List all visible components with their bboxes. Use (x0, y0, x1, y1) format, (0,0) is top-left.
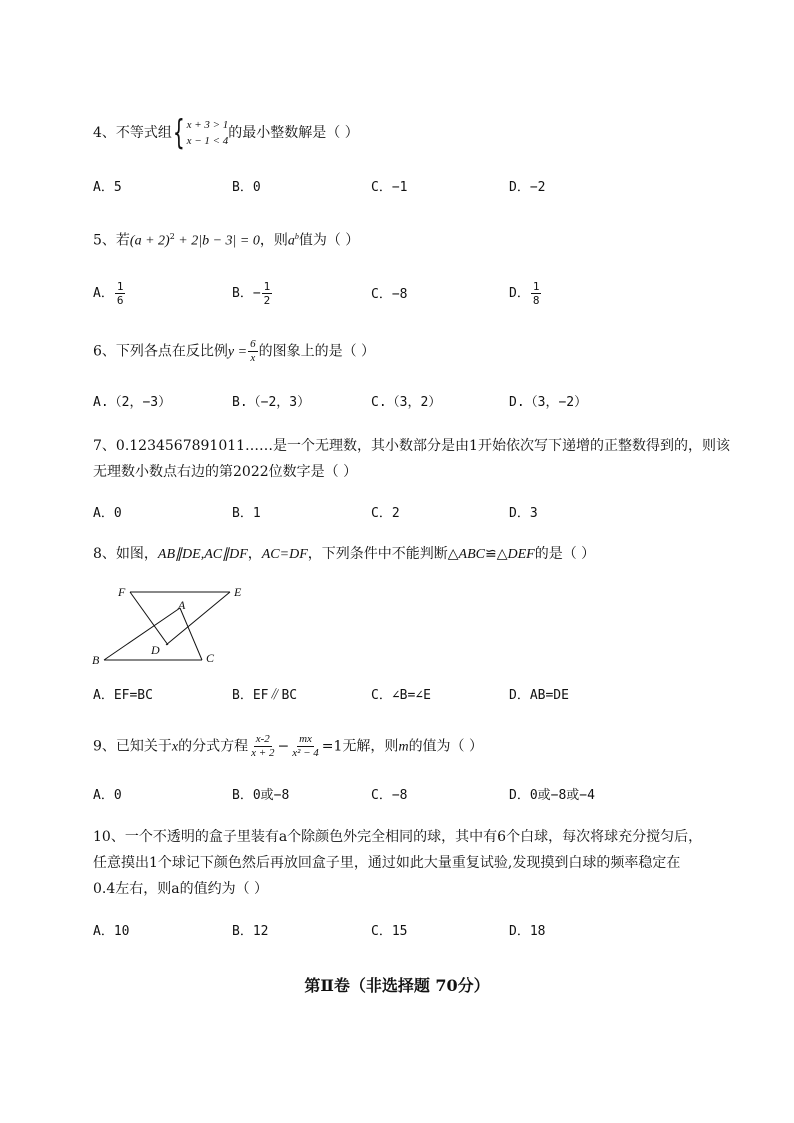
q5-mid: ，则 (259, 232, 288, 249)
q5-expr-rest: + 2|b − 3| = 0 (174, 233, 260, 249)
question-4 (93, 113, 359, 153)
label-a: A (178, 598, 186, 612)
q8-condition-parallel: AB∥DE,AC∥DF (157, 547, 248, 562)
q5-base-a: a (287, 233, 295, 249)
q5-option-d: D． $\frac{1}{8}$ (509, 280, 540, 307)
question-6-prefix: 6、下列各点在反比例 (93, 343, 228, 360)
q5-option-c: C．−8 (371, 287, 408, 302)
q6-option-b: B.（−2，3） (232, 395, 311, 410)
q9-variable-m: m (398, 739, 409, 755)
segment-fd (130, 592, 168, 645)
q8-condition-equal: AC=DF (261, 547, 308, 562)
inequality-line-2: x − 1 < 4 (186, 135, 229, 147)
q5-option-b: B．− $\frac{1}{2}$ (232, 280, 271, 307)
question-5-prefix: 5、若 (93, 232, 130, 249)
q5-exponent-b: b (294, 232, 299, 241)
inequality-system: { x + 3 > 1 x − 1 < 4 (172, 113, 229, 153)
q9-option-c: C．−8 (371, 788, 408, 803)
q7-option-d: D．3 (509, 506, 538, 521)
q5-expr: (a + 2) (129, 233, 170, 249)
q9-option-b: B．0或−8 (232, 788, 290, 803)
q4-option-d: D．−2 (509, 180, 546, 195)
inequality-line-1: x + 3 > 1 (186, 119, 229, 131)
q6-fraction: $\frac{6}{x}$ (250, 338, 256, 364)
question-6-suffix: 的图象上的是（ ） (258, 343, 376, 360)
question-6 (93, 338, 375, 365)
q6-option-a: A.（2，−3） (93, 395, 172, 410)
label-c: C (206, 651, 215, 665)
q8-triangle-def: DEF (507, 547, 535, 562)
q6-lhs: y = (227, 344, 248, 360)
question-9: 9、已知关于x的分式方程 $\frac{x-2}{x + 2}$ − $\frac{mx}{\text{x² − 4}}$ =1无解，则m的值为（ ） (93, 733, 484, 759)
q4-option-c: C．−1 (371, 180, 408, 195)
question-8: 8、如图，AB∥DE,AC∥DF，AC=DF，下列条件中不能判断△ABC≌△DEF的是（ ） (93, 546, 596, 562)
q7-option-c: C．2 (371, 506, 400, 521)
question-10-line-3: 0.4左右，则a的值约为（ ） (93, 881, 269, 897)
question-10-line-2: 任意摸出1个球记下颜色然后再放回盒子里，通过如此大量重复试验,发现摸到白球的频率稳定在 (93, 855, 681, 871)
q10-option-b: B．12 (232, 924, 269, 939)
q8-option-d: D．AB=DE (509, 688, 569, 703)
question-10-line-1: 10、一个不透明的盒子里装有a个除颜色外完全相同的球，其中有6个白球，每次将球充分搅匀后， (93, 829, 703, 845)
q9-fraction-2: $\frac{mx}{\text{x² − 4}}$ (292, 733, 319, 759)
question-7-line-1: 7、0.1234567891011……是一个无理数，其小数部分是由1开始依次写下递增的正整数得到的，则该 (93, 438, 730, 454)
q8-option-c: C．∠B=∠E (371, 688, 431, 703)
label-d: D (151, 643, 160, 657)
segment-ac (180, 608, 202, 660)
question-5 (93, 227, 359, 252)
label-f: F (118, 585, 126, 599)
q5-option-a: A． $\frac{1}{6}$ (93, 280, 124, 307)
q5-exponent: 2 (169, 232, 175, 241)
label-b: B (92, 653, 100, 667)
q6-option-c: C.（3，2） (371, 395, 442, 410)
geometry-figure (90, 582, 260, 668)
q9-variable-x: x (171, 739, 179, 755)
segment-ba (104, 608, 180, 660)
question-5-suffix: 值为（ ） (298, 232, 360, 249)
question-4-suffix: 的最小整数解是（ ） (228, 125, 359, 141)
q10-option-c: C．15 (371, 924, 408, 939)
q10-option-d: D．18 (509, 924, 546, 939)
q6-option-d: D.（3，−2） (509, 395, 588, 410)
question-4-prefix: 4、不等式组 (93, 125, 172, 141)
q7-option-b: B．1 (232, 506, 261, 521)
question-7-line-2: 无理数小数点右边的第2022位数字是（ ） (93, 464, 358, 480)
q7-option-a: A．0 (93, 506, 122, 521)
section-title: 第Ⅱ卷（非选择题 70分） (304, 976, 490, 995)
q9-option-a: A．0 (93, 788, 122, 803)
label-e: E (234, 585, 242, 599)
q10-option-a: A．10 (93, 924, 130, 939)
q8-triangle-abc: ABC (458, 547, 485, 562)
q9-fraction-1: $\frac{x-2}{x + 2}$ (251, 733, 275, 759)
q4-option-a: A．5 (93, 180, 122, 195)
q4-option-b: B．0 (232, 180, 261, 195)
q8-option-b: B．EF∥BC (232, 688, 298, 703)
q8-option-a: A．EF=BC (93, 688, 153, 703)
q9-option-d: D．0或−8或−4 (509, 788, 595, 803)
segment-ed (166, 592, 230, 645)
